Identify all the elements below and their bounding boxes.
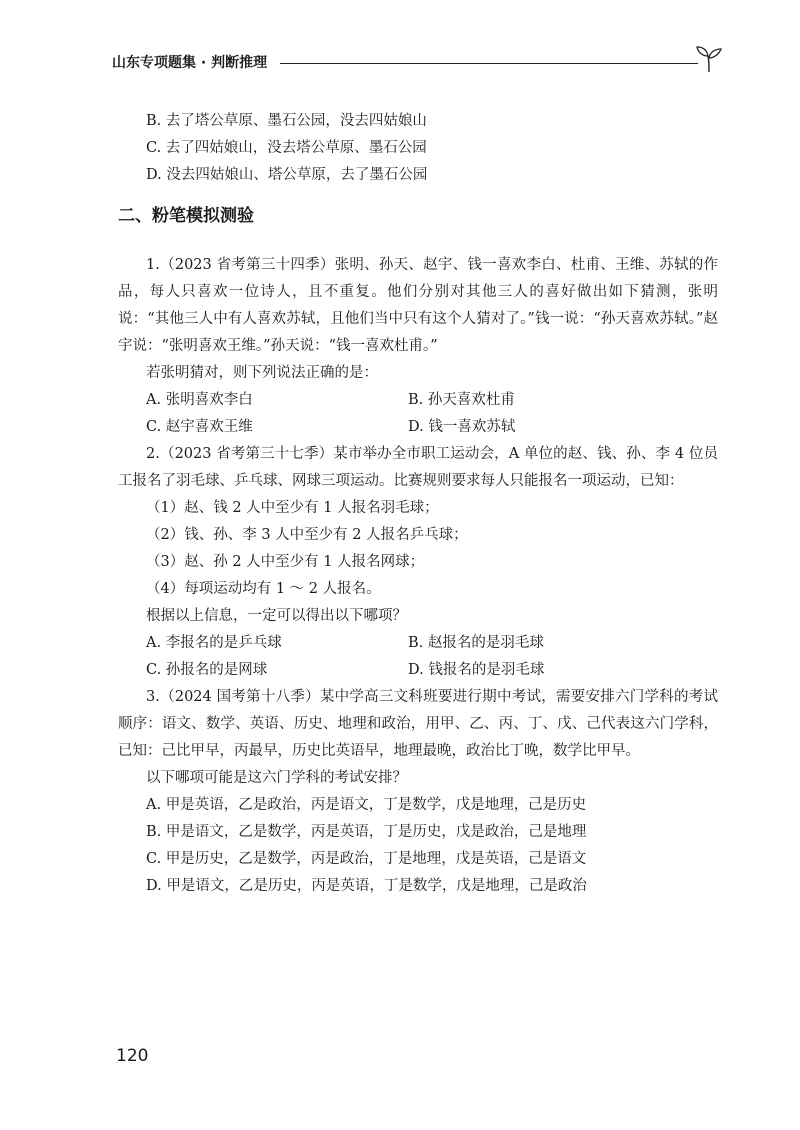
page-content xyxy=(118,108,718,900)
section-title: 二、粉笔模拟测验 xyxy=(118,206,254,226)
q3-option-b: B. 甲是语文，乙是数学，丙是英语，丁是历史，戊是政治，己是地理 xyxy=(146,824,587,840)
q2-option-c: C. 孙报名的是网球 xyxy=(146,662,268,678)
q1-option-c: C. 赵宇喜欢王维 xyxy=(146,419,253,435)
sprout-icon xyxy=(694,44,724,74)
q1-options-row-2 xyxy=(118,414,718,441)
q2-stem: 2.（2023 省考第三十七季）某市举办全市职工运动会，A 单位的赵、钱、孙、李 4 位员工报名了羽毛球、乒乓球、网球三项运动。比赛规则要求每人只能报名一项运动，已知： xyxy=(118,446,718,489)
question-2 xyxy=(118,441,718,684)
q2-options-row-1 xyxy=(118,630,718,657)
question-3 xyxy=(118,684,718,900)
q3-option-c: C. 甲是历史，乙是数学，丙是政治，丁是地理，戊是英语，己是语文 xyxy=(146,851,587,867)
prev-option-d: D. 没去四姑娘山、塔公草原，去了墨石公园 xyxy=(146,167,428,183)
q3-stem: 3.（2024 国考第十八季）某中学高三文科班要进行期中考试，需要安排六门学科的考试顺序：语文、数学、英语、历史、地理和政治，用甲、乙、丙、丁、戊、己代表这六门学科，已知：己比甲早，丙最早，历史比英语早，地理最晚，政治比丁晚，数学比甲早。 xyxy=(118,689,718,759)
header-title: 山东专项题集 · 判断推理 xyxy=(112,55,268,71)
header-rule xyxy=(280,63,698,64)
q1-stem: 1.（2023 省考第三十四季）张明、孙天、赵宇、钱一喜欢李白、杜甫、王维、苏轼的作品，每人只喜欢一位诗人，且不重复。他们分别对其他三人的喜好做出如下猜测，张明说：“其他三人中有人喜欢苏轼，且他们当中只有这个人猜对了。”钱一说：“孙天喜欢苏轼。”赵宇说：“张明喜欢王维。”孙天说：“钱一喜欢杜甫。” xyxy=(118,257,718,354)
q2-condition-3: （3）赵、孙 2 人中至少有 1 人报名网球； xyxy=(146,554,425,570)
running-header xyxy=(112,44,732,74)
q1-option-b: B. 孙天喜欢杜甫 xyxy=(408,392,515,408)
prev-options xyxy=(118,108,718,189)
q2-condition-1: （1）赵、钱 2 人中至少有 1 人报名羽毛球； xyxy=(146,500,439,516)
q3-option-a: A. 甲是英语，乙是政治，丙是语文，丁是数学，戊是地理，己是历史 xyxy=(146,797,587,813)
prev-option-b: B. 去了塔公草原、墨石公园，没去四姑娘山 xyxy=(146,113,427,129)
q2-option-a: A. 李报名的是乒乓球 xyxy=(146,635,282,651)
q1-options-row-1 xyxy=(118,387,718,414)
q2-option-b: B. 赵报名的是羽毛球 xyxy=(408,635,544,651)
q3-question: 以下哪项可能是这六门学科的考试安排？ xyxy=(146,770,407,786)
q2-options-row-2 xyxy=(118,657,718,684)
q1-question: 若张明猜对，则下列说法正确的是： xyxy=(146,365,378,381)
q3-option-d: D. 甲是语文，乙是历史，丙是英语，丁是数学，戊是地理，己是政治 xyxy=(146,878,587,894)
page-number: 120 xyxy=(116,1046,149,1066)
q2-condition-2: （2）钱、孙、李 3 人中至少有 2 人报名乒乓球； xyxy=(146,527,468,543)
question-1 xyxy=(118,252,718,441)
q2-question: 根据以上信息，一定可以得出以下哪项？ xyxy=(146,608,407,624)
q1-option-d: D. 钱一喜欢苏轼 xyxy=(408,419,516,435)
q2-option-d: D. 钱报名的是羽毛球 xyxy=(408,662,545,678)
q1-option-a: A. 张明喜欢李白 xyxy=(146,392,253,408)
prev-option-c: C. 去了四姑娘山，没去塔公草原、墨石公园 xyxy=(146,140,427,156)
q2-condition-4: （4）每项运动均有 1 ～ 2 人报名。 xyxy=(146,581,381,597)
